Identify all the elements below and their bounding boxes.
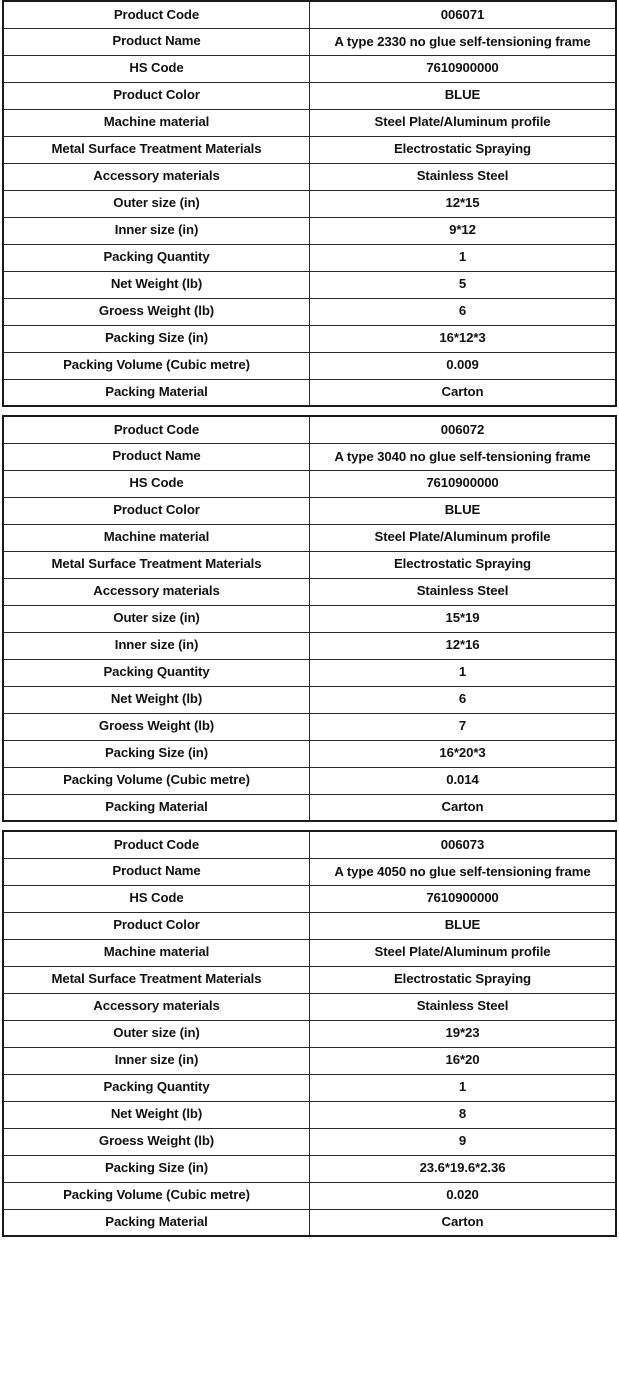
- row-value: Stainless Steel: [310, 993, 617, 1020]
- table-row: [3, 1074, 616, 1101]
- table-row: [3, 885, 616, 912]
- row-value: 12*15: [310, 190, 617, 217]
- table-row: [3, 352, 616, 379]
- row-label: Packing Material: [3, 379, 310, 406]
- table-row: [3, 605, 616, 632]
- row-value: A type 2330 no glue self-tensioning frame: [310, 28, 617, 55]
- row-label: Product Color: [3, 497, 310, 524]
- row-value: BLUE: [310, 82, 617, 109]
- row-label: Groess Weight (lb): [3, 1128, 310, 1155]
- row-value: 006071: [310, 1, 617, 28]
- row-value: Electrostatic Spraying: [310, 551, 617, 578]
- table-row: [3, 190, 616, 217]
- table-row: [3, 470, 616, 497]
- table-row: [3, 28, 616, 55]
- table-row: [3, 993, 616, 1020]
- table-row: [3, 271, 616, 298]
- row-label: Packing Material: [3, 794, 310, 821]
- table-row: [3, 713, 616, 740]
- row-value: A type 3040 no glue self-tensioning frame: [310, 443, 617, 470]
- row-value: 5: [310, 271, 617, 298]
- table-row: [3, 831, 616, 858]
- table-row: [3, 578, 616, 605]
- row-label: Metal Surface Treatment Materials: [3, 966, 310, 993]
- row-value: 7610900000: [310, 470, 617, 497]
- row-label: Product Color: [3, 912, 310, 939]
- row-label: Outer size (in): [3, 1020, 310, 1047]
- row-value: Stainless Steel: [310, 163, 617, 190]
- row-value: Electrostatic Spraying: [310, 966, 617, 993]
- table-row: [3, 416, 616, 443]
- table-row: [3, 109, 616, 136]
- row-label: Inner size (in): [3, 217, 310, 244]
- table-row: [3, 551, 616, 578]
- table-row: [3, 1182, 616, 1209]
- row-label: Inner size (in): [3, 1047, 310, 1074]
- table-row: [3, 244, 616, 271]
- row-label: Metal Surface Treatment Materials: [3, 551, 310, 578]
- row-value: 19*23: [310, 1020, 617, 1047]
- row-value: 6: [310, 298, 617, 325]
- row-value: 6: [310, 686, 617, 713]
- row-label: Packing Volume (Cubic metre): [3, 767, 310, 794]
- table-row: [3, 82, 616, 109]
- row-label: Product Name: [3, 858, 310, 885]
- table-row: [3, 136, 616, 163]
- row-value: 16*20: [310, 1047, 617, 1074]
- row-value: 23.6*19.6*2.36: [310, 1155, 617, 1182]
- row-value: Electrostatic Spraying: [310, 136, 617, 163]
- row-label: Groess Weight (lb): [3, 713, 310, 740]
- row-value: 1: [310, 1074, 617, 1101]
- table-row: [3, 55, 616, 82]
- table-row: [3, 632, 616, 659]
- table-row: [3, 1155, 616, 1182]
- table-row: [3, 524, 616, 551]
- row-value: 12*16: [310, 632, 617, 659]
- row-label: Packing Volume (Cubic metre): [3, 352, 310, 379]
- row-label: Outer size (in): [3, 605, 310, 632]
- table-row: [3, 1, 616, 28]
- table-row: [3, 1128, 616, 1155]
- row-value: Stainless Steel: [310, 578, 617, 605]
- table-row: [3, 767, 616, 794]
- row-value: 0.009: [310, 352, 617, 379]
- row-value: 0.014: [310, 767, 617, 794]
- table-row: [3, 497, 616, 524]
- row-label: Groess Weight (lb): [3, 298, 310, 325]
- row-label: Packing Size (in): [3, 740, 310, 767]
- table-row: [3, 794, 616, 821]
- row-label: Packing Volume (Cubic metre): [3, 1182, 310, 1209]
- row-value: 7: [310, 713, 617, 740]
- row-value: BLUE: [310, 912, 617, 939]
- table-row: [3, 858, 616, 885]
- table-row: [3, 659, 616, 686]
- row-label: Metal Surface Treatment Materials: [3, 136, 310, 163]
- row-label: Packing Quantity: [3, 1074, 310, 1101]
- table-row: [3, 379, 616, 406]
- row-value: 8: [310, 1101, 617, 1128]
- row-label: Net Weight (lb): [3, 1101, 310, 1128]
- product-spec-table: [2, 0, 617, 407]
- row-label: Packing Size (in): [3, 325, 310, 352]
- row-label: Product Code: [3, 416, 310, 443]
- row-label: Packing Size (in): [3, 1155, 310, 1182]
- row-label: Machine material: [3, 524, 310, 551]
- row-value: 7610900000: [310, 55, 617, 82]
- row-value: Steel Plate/Aluminum profile: [310, 109, 617, 136]
- row-label: Product Name: [3, 443, 310, 470]
- table-row: [3, 1047, 616, 1074]
- row-label: Outer size (in): [3, 190, 310, 217]
- row-value: 006073: [310, 831, 617, 858]
- row-label: Packing Quantity: [3, 659, 310, 686]
- product-spec-table: [2, 830, 617, 1237]
- row-label: Accessory materials: [3, 163, 310, 190]
- row-label: Accessory materials: [3, 993, 310, 1020]
- row-label: Product Code: [3, 1, 310, 28]
- table-row: [3, 740, 616, 767]
- table-row: [3, 966, 616, 993]
- row-value: 1: [310, 659, 617, 686]
- row-label: Inner size (in): [3, 632, 310, 659]
- table-row: [3, 163, 616, 190]
- row-value: Carton: [310, 379, 617, 406]
- row-label: Packing Quantity: [3, 244, 310, 271]
- table-row: [3, 1020, 616, 1047]
- table-row: [3, 298, 616, 325]
- table-row: [3, 686, 616, 713]
- table-row: [3, 939, 616, 966]
- table-row: [3, 1101, 616, 1128]
- row-value: Carton: [310, 1209, 617, 1236]
- row-label: Product Name: [3, 28, 310, 55]
- row-value: Steel Plate/Aluminum profile: [310, 939, 617, 966]
- row-value: 0.020: [310, 1182, 617, 1209]
- row-label: Product Color: [3, 82, 310, 109]
- row-label: Accessory materials: [3, 578, 310, 605]
- row-label: Net Weight (lb): [3, 686, 310, 713]
- row-value: 9: [310, 1128, 617, 1155]
- row-value: 006072: [310, 416, 617, 443]
- row-value: Steel Plate/Aluminum profile: [310, 524, 617, 551]
- table-row: [3, 912, 616, 939]
- row-label: HS Code: [3, 470, 310, 497]
- row-value: Carton: [310, 794, 617, 821]
- table-row: [3, 217, 616, 244]
- row-value: BLUE: [310, 497, 617, 524]
- row-value: 16*20*3: [310, 740, 617, 767]
- product-spec-table: [2, 415, 617, 822]
- row-label: HS Code: [3, 55, 310, 82]
- row-label: Machine material: [3, 109, 310, 136]
- table-row: [3, 443, 616, 470]
- row-label: Product Code: [3, 831, 310, 858]
- row-label: Net Weight (lb): [3, 271, 310, 298]
- row-label: Machine material: [3, 939, 310, 966]
- row-value: 7610900000: [310, 885, 617, 912]
- row-value: 15*19: [310, 605, 617, 632]
- row-value: 1: [310, 244, 617, 271]
- table-row: [3, 1209, 616, 1236]
- table-row: [3, 325, 616, 352]
- row-value: 9*12: [310, 217, 617, 244]
- row-label: HS Code: [3, 885, 310, 912]
- row-label: Packing Material: [3, 1209, 310, 1236]
- row-value: A type 4050 no glue self-tensioning frame: [310, 858, 617, 885]
- row-value: 16*12*3: [310, 325, 617, 352]
